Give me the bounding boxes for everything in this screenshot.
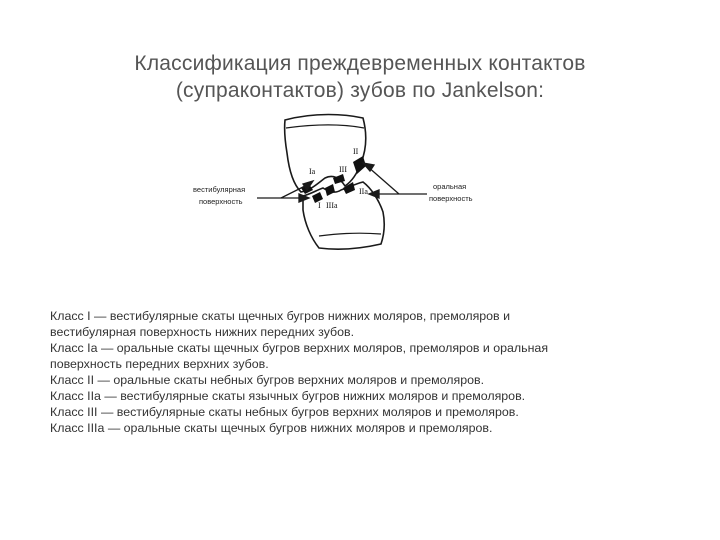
label-oral-line-1: оральная [433, 182, 467, 191]
mark-ia: Ia [309, 167, 316, 176]
text-line: Класс I — вестибулярные скаты щечных бугров нижних моляров, премоляров и [50, 309, 511, 323]
mark-i: I [318, 201, 321, 210]
label-oral-line-2: поверхность [429, 194, 473, 203]
text-line: вестибулярная поверхность нижних передних зубов. [50, 325, 355, 339]
right-arrow [363, 163, 427, 198]
slide-title [60, 50, 660, 104]
title-line-2: (супраконтактов) зубов по Jankelson: [175, 79, 545, 102]
teeth-contact-diagram [185, 108, 515, 253]
mark-iii: III [339, 165, 347, 174]
mark-ii: II [353, 147, 359, 156]
text-line: Класс Ia — оральные скаты щечных бугров верхних моляров, премоляров и оральная [50, 341, 549, 355]
diagram-svg [185, 108, 515, 253]
title-line-1: Классификация преждевременных контактов [134, 52, 586, 75]
text-line: Класс III — вестибулярные скаты небных бугров верхних моляров и премоляров. [50, 405, 519, 419]
text-line: Класс II — оральные скаты небных бугров верхних моляров и премоляров. [50, 373, 485, 387]
text-line: Класс IIa — вестибулярные скаты язычных бугров нижних моляров и премоляров. [50, 389, 526, 403]
text-line: поверхность передних верхних зубов. [50, 357, 269, 371]
text-line: Класс IIIa — оральные скаты щечных бугров нижних моляров и премоляров. [50, 421, 493, 435]
mark-iiia: IIIa [326, 201, 338, 210]
label-vestibular-line-1: вестибулярная [193, 185, 246, 194]
classification-text [50, 308, 660, 436]
label-vestibular-line-2: поверхность [199, 197, 243, 206]
mark-iia: IIa [359, 187, 368, 196]
